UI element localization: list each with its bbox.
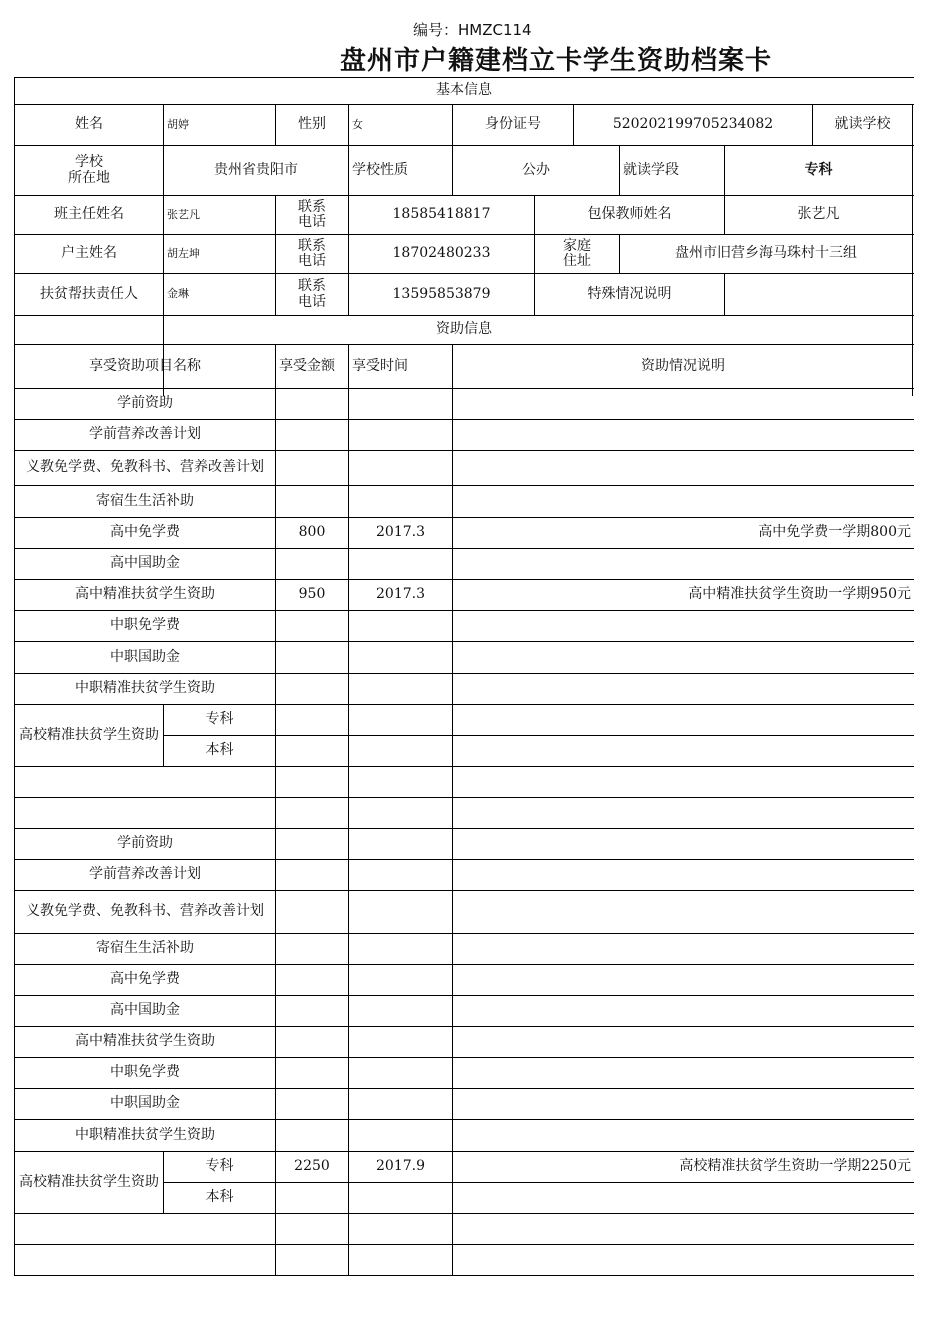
aid-item-name: 高中精准扶贫学生资助 — [75, 586, 215, 603]
aid-item-name: 学前营养改善计划 — [89, 866, 201, 883]
grid-line — [14, 766, 914, 767]
aid-desc — [453, 451, 913, 485]
school-type-value: 公办 — [522, 161, 550, 178]
aid-desc — [453, 486, 913, 517]
aid-item-name: 高中国助金 — [110, 555, 180, 572]
aid-amount — [276, 674, 348, 704]
aid-desc — [453, 705, 913, 735]
aid-item-name: 寄宿生生活补助 — [96, 940, 194, 957]
college-level: 专科 — [205, 711, 234, 728]
aid-item-name: 学前营养改善计划 — [89, 426, 201, 443]
aid-amount — [276, 705, 348, 735]
aid-time — [349, 1183, 452, 1213]
aid-time — [349, 389, 452, 419]
aid-desc: 高校精准扶贫学生资助一学期2250元 — [679, 1158, 911, 1175]
document-number: 编号：HMZC114 — [413, 21, 532, 39]
householder-phone: 18702480233 — [392, 245, 491, 262]
phone-label: 联系 电话 — [298, 237, 326, 269]
aid-desc — [453, 1183, 913, 1213]
special-note-label: 特殊情况说明 — [587, 285, 672, 302]
helper-label: 扶贫帮扶责任人 — [40, 285, 138, 302]
aid-time — [349, 934, 452, 964]
aid-item-name: 义教免学费、免教科书、营养改善计划 — [26, 903, 264, 920]
col-desc-header: 资助情况说明 — [641, 357, 725, 374]
grid-line — [14, 797, 914, 798]
aid-amount — [276, 1120, 348, 1151]
aid-time — [349, 996, 452, 1026]
aid-amount: 2250 — [294, 1158, 330, 1175]
school-location-value: 贵州省贵阳市 — [214, 161, 298, 178]
grid-line — [14, 1213, 914, 1214]
aid-time — [349, 486, 452, 517]
aid-amount — [276, 736, 348, 766]
aid-item-name: 高中免学费 — [110, 524, 180, 541]
aid-time — [349, 420, 452, 450]
aid-amount — [276, 860, 348, 890]
aid-item-name: 义教免学费、免教科书、营养改善计划 — [26, 459, 264, 476]
col-amount-header: 享受金额 — [279, 357, 335, 374]
aid-desc — [453, 611, 913, 641]
aid-desc — [453, 1089, 913, 1119]
aid-desc — [453, 642, 913, 673]
aid-time — [349, 860, 452, 890]
class-teacher-label: 班主任姓名 — [54, 206, 124, 223]
gender-value: 女 — [352, 117, 363, 131]
aid-time — [349, 611, 452, 641]
college-aid-label: 高校精准扶贫学生资助 — [19, 1173, 159, 1190]
aid-time — [349, 642, 452, 673]
aid-desc — [453, 420, 913, 450]
special-note-value — [725, 274, 912, 315]
aid-amount — [276, 891, 348, 933]
aid-time — [349, 549, 452, 579]
aid-amount — [276, 934, 348, 964]
grid-line — [14, 1275, 914, 1276]
aid-amount — [276, 420, 348, 450]
aid-desc — [453, 1027, 913, 1057]
aid-time — [349, 674, 452, 704]
aid-item-name: 寄宿生生活补助 — [96, 492, 194, 509]
aid-amount — [276, 965, 348, 995]
aid-desc — [453, 996, 913, 1026]
aid-desc — [453, 934, 913, 964]
study-stage-value: 专科 — [804, 161, 833, 178]
aid-time — [349, 829, 452, 859]
householder-value: 胡左坤 — [167, 246, 200, 260]
aid-time — [349, 1120, 452, 1151]
aid-info-heading: 资助信息 — [436, 321, 492, 338]
aid-item-name: 中职国助金 — [110, 1095, 180, 1112]
aid-amount — [276, 1058, 348, 1088]
name-value: 胡婷 — [167, 117, 189, 131]
aid-desc — [453, 674, 913, 704]
aid-desc — [453, 736, 913, 766]
aid-item-name: 高中精准扶贫学生资助 — [75, 1033, 215, 1050]
aid-desc — [453, 389, 913, 419]
aid-desc — [453, 891, 913, 933]
college-level: 本科 — [205, 1189, 234, 1206]
aid-amount — [276, 486, 348, 517]
aid-amount — [276, 1089, 348, 1119]
aid-item-name: 中职免学费 — [110, 617, 180, 634]
aid-desc — [453, 1058, 913, 1088]
aid-time — [349, 451, 452, 485]
helper-phone: 13595853879 — [392, 285, 491, 302]
address-value: 盘州市旧营乡海马珠村十三组 — [675, 245, 857, 262]
gender-label: 性别 — [298, 116, 326, 133]
college-aid-label: 高校精准扶贫学生资助 — [19, 726, 159, 743]
aid-amount — [276, 549, 348, 579]
school-label: 就读学校 — [834, 116, 891, 133]
address-label: 家庭 住址 — [563, 237, 591, 269]
aid-amount — [276, 1027, 348, 1057]
aid-desc — [453, 549, 913, 579]
basic-info-heading: 基本信息 — [436, 82, 492, 99]
aid-desc — [453, 1120, 913, 1151]
aid-time: 2017.9 — [376, 1158, 425, 1175]
college-level: 专科 — [205, 1158, 234, 1175]
helper-value: 金琳 — [167, 287, 189, 301]
aid-item-name: 学前资助 — [117, 395, 173, 412]
college-level: 本科 — [205, 742, 234, 759]
col-time-header: 享受时间 — [352, 357, 408, 374]
aid-amount: 800 — [298, 524, 326, 541]
aid-item-name: 中职精准扶贫学生资助 — [75, 680, 215, 697]
aid-time: 2017.3 — [376, 524, 425, 541]
aid-time — [349, 1058, 452, 1088]
guard-teacher-value: 张艺凡 — [797, 206, 840, 223]
aid-desc — [453, 965, 913, 995]
page-title: 盘州市户籍建档立卡学生资助档案卡 — [340, 46, 773, 76]
guard-teacher-label: 包保教师姓名 — [587, 206, 672, 223]
phone-label: 联系 电话 — [298, 198, 326, 230]
householder-label: 户主姓名 — [61, 245, 117, 262]
aid-desc: 高中免学费一学期800元 — [758, 524, 911, 541]
aid-item-name: 中职国助金 — [110, 648, 180, 665]
grid-line — [14, 1244, 914, 1245]
aid-amount — [276, 1183, 348, 1213]
aid-record-table — [14, 77, 913, 1275]
aid-amount — [276, 829, 348, 859]
class-teacher-value: 张艺凡 — [167, 207, 200, 221]
aid-item-name: 学前资助 — [117, 835, 173, 852]
aid-time — [349, 1089, 452, 1119]
aid-time — [349, 1027, 452, 1057]
name-label: 姓名 — [75, 116, 103, 133]
col-item-header: 享受资助项目名称 — [89, 357, 201, 374]
aid-time — [349, 965, 452, 995]
aid-time — [349, 736, 452, 766]
aid-desc — [453, 860, 913, 890]
aid-time: 2017.3 — [376, 586, 425, 603]
id-label: 身份证号 — [485, 116, 541, 133]
id-number-value: 520202199705234082 — [612, 116, 774, 133]
phone-label: 联系 电话 — [298, 278, 326, 310]
aid-amount — [276, 451, 348, 485]
study-stage-label: 就读学段 — [623, 161, 679, 178]
aid-amount — [276, 611, 348, 641]
aid-amount: 950 — [298, 586, 326, 603]
class-teacher-phone: 18585418817 — [392, 206, 491, 223]
aid-item-name: 高中免学费 — [110, 971, 180, 988]
aid-time — [349, 705, 452, 735]
aid-item-name: 中职免学费 — [110, 1064, 180, 1081]
aid-item-name: 中职精准扶贫学生资助 — [75, 1126, 215, 1143]
school-type-label: 学校性质 — [352, 161, 408, 178]
aid-time — [349, 891, 452, 933]
aid-desc — [453, 829, 913, 859]
aid-item-name: 高中国助金 — [110, 1002, 180, 1019]
aid-amount — [276, 996, 348, 1026]
aid-desc: 高中精准扶贫学生资助一学期950元 — [688, 586, 911, 603]
aid-amount — [276, 389, 348, 419]
school-location-label: 学校 所在地 — [68, 154, 110, 186]
aid-amount — [276, 642, 348, 673]
